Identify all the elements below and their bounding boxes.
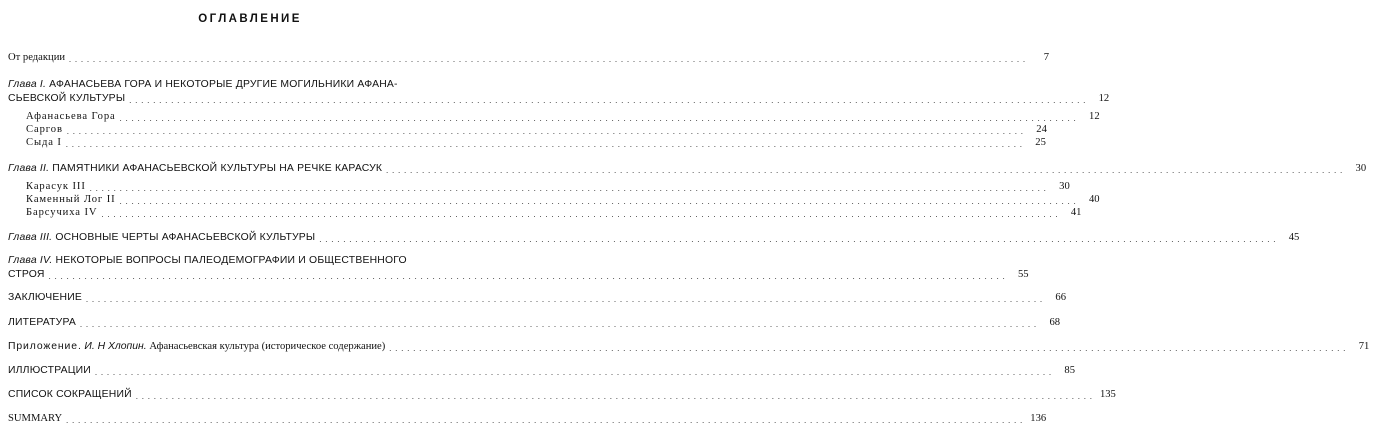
appendix-author: И. Н Хлопин. <box>84 341 147 352</box>
page-number: 68 <box>1049 317 1061 328</box>
chapter-prefix: Глава I. <box>8 79 47 90</box>
toc-entry-label: От редакции <box>8 52 66 63</box>
chapter-title-line1 <box>8 254 407 268</box>
dot-leader: ................................................................................................................................................................ <box>101 210 1062 219</box>
appendix-prefix: Приложение. <box>8 341 82 352</box>
chapter-title <box>8 162 382 176</box>
subentry-label: Барсучиха IV <box>26 207 98 218</box>
page-number: 136 <box>1030 413 1047 424</box>
subentry-label: Саргов <box>26 124 63 135</box>
toc-entry-label: ИЛЛЮСТРАЦИИ <box>8 365 91 376</box>
toc-entry-summary[interactable] <box>0 412 1047 426</box>
toc-entry-editorial[interactable] <box>0 51 1050 65</box>
dot-leader: ................................................................................................................................................................ <box>89 184 1050 193</box>
toc-subentry[interactable] <box>0 193 1100 207</box>
dot-leader: ................................................................................................................................................................ <box>119 197 1080 206</box>
toc-subentry[interactable] <box>0 123 1047 137</box>
dot-leader: ................................................................................................................................................................ <box>66 416 1027 425</box>
chapter-title <box>8 231 315 245</box>
dot-leader: ................................................................................................................................................................ <box>319 235 1280 244</box>
toc-entry-illustrations[interactable] <box>0 364 1075 378</box>
toc-entry-abbreviations[interactable] <box>0 388 1116 402</box>
chapter-title-line2: СТРОЯ <box>8 269 45 280</box>
toc-chapter-1[interactable] <box>0 78 1110 106</box>
page-number: 25 <box>1035 137 1046 148</box>
dot-leader: ................................................................................................................................................................ <box>48 272 1009 281</box>
page-number: 12 <box>1098 93 1110 104</box>
dot-leader: ................................................................................................................................................................ <box>119 114 1080 123</box>
toc-entry-label: ЗАКЛЮЧЕНИЕ <box>8 292 82 303</box>
chapter-title-line1 <box>8 78 398 92</box>
chapter-title-text: ОСНОВНЫЕ ЧЕРТЫ АФАНАСЬЕВСКОЙ КУЛЬТУРЫ <box>55 232 316 243</box>
dot-leader: ................................................................................................................................................................ <box>129 96 1090 105</box>
toc-subentry[interactable] <box>0 110 1100 124</box>
toc-entry-literature[interactable] <box>0 316 1061 330</box>
page-number: 30 <box>1355 163 1367 174</box>
toc-subentry[interactable] <box>0 206 1082 220</box>
dot-leader: ................................................................................................................................................................ <box>135 392 1096 401</box>
toc-subentry[interactable] <box>0 180 1070 194</box>
page-number: 85 <box>1064 365 1075 376</box>
page-number: 24 <box>1036 124 1047 135</box>
toc-chapter-2[interactable] <box>0 162 1367 176</box>
subentry-label: Афанасьева Гора <box>26 111 116 122</box>
page-number: 30 <box>1059 181 1070 192</box>
toc-entry-label: ЛИТЕРАТУРА <box>8 317 77 328</box>
toc-entry-label: СПИСОК СОКРАЩЕНИЙ <box>8 389 132 400</box>
dot-leader: ................................................................................................................................................................ <box>65 140 1026 149</box>
toc-chapter-4[interactable] <box>0 254 1029 282</box>
dot-leader: ................................................................................................................................................................ <box>80 320 1041 329</box>
chapter-title-text: ПАМЯТНИКИ АФАНАСЬЕВСКОЙ КУЛЬТУРЫ НА РЕЧКЕ КАРАСУК <box>52 163 383 174</box>
dot-leader: ................................................................................................................................................................ <box>86 295 1046 304</box>
appendix-title <box>8 340 385 354</box>
subentry-label: Каменный Лог II <box>26 194 116 205</box>
toc-subentry[interactable] <box>0 136 1046 150</box>
chapter-prefix: Глава II. <box>8 163 50 174</box>
page-number: 71 <box>1358 341 1370 352</box>
subentry-label: Карасук III <box>26 181 86 192</box>
dot-leader: ................................................................................................................................................................ <box>389 344 1350 353</box>
page-number: 7 <box>1043 52 1050 63</box>
page-number: 41 <box>1070 207 1082 218</box>
dot-leader: ................................................................................................................................................................ <box>66 127 1027 136</box>
page-title: ОГЛАВЛЕНИЕ <box>198 13 302 25</box>
toc-entry-label: SUMMARY <box>8 413 63 424</box>
chapter-title-text: НЕКОТОРЫЕ ВОПРОСЫ ПАЛЕОДЕМОГРАФИИ И ОБЩЕСТВЕННОГО <box>55 255 407 266</box>
toc-entry-conclusion[interactable] <box>0 291 1066 305</box>
page-number: 12 <box>1089 111 1100 122</box>
chapter-prefix: Глава IV. <box>8 255 53 266</box>
page-number: 135 <box>1099 389 1116 400</box>
toc-entry-appendix[interactable] <box>0 340 1370 354</box>
chapter-title-text: АФАНАСЬЕВА ГОРА И НЕКОТОРЫЕ ДРУГИЕ МОГИЛЬНИКИ АФАНА- <box>49 79 398 90</box>
subentry-label: Сыда I <box>26 137 62 148</box>
appendix-title-text: Афанасьевская культура (историческое содержание) <box>149 341 386 352</box>
dot-leader: ................................................................................................................................................................ <box>386 166 1347 175</box>
dot-leader: ................................................................................................................................................................ <box>69 55 1030 64</box>
page-number: 66 <box>1055 292 1066 303</box>
page-number: 55 <box>1017 269 1029 280</box>
page-number: 40 <box>1088 194 1100 205</box>
chapter-title-line2: СЬЕВСКОЙ КУЛЬТУРЫ <box>8 93 126 104</box>
toc-chapter-3[interactable] <box>0 231 1300 245</box>
page-number: 45 <box>1288 232 1300 243</box>
chapter-prefix: Глава III. <box>8 232 53 243</box>
dot-leader: ................................................................................................................................................................ <box>94 368 1055 377</box>
